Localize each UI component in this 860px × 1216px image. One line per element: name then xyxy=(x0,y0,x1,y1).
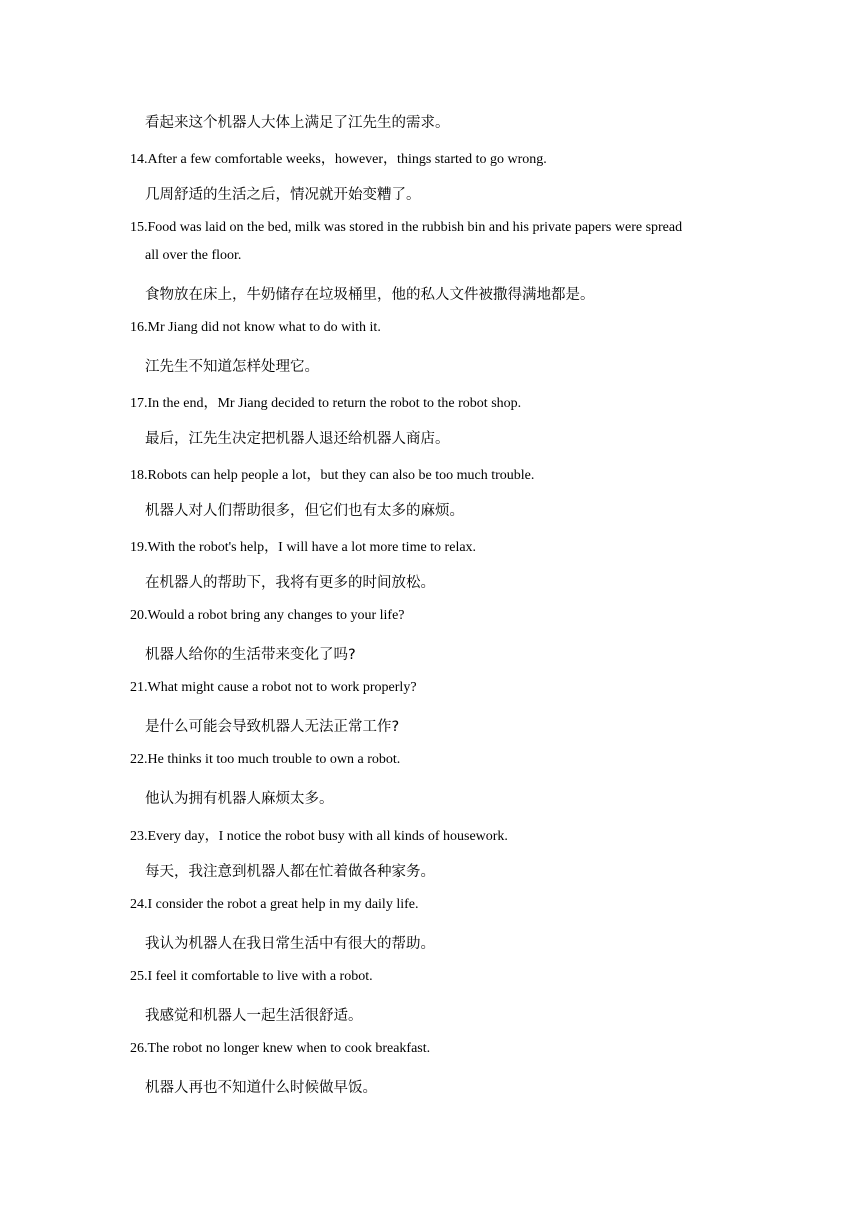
en-sentence-15-continued: all over the floor. xyxy=(145,248,242,263)
zh-translation-19: 在机器人的帮助下，我将有更多的时间放松。 xyxy=(145,575,435,591)
zh-translation-21: 是什么可能会导致机器人无法正常工作? xyxy=(145,719,400,735)
zh-translation-15: 食物放在床上，牛奶储存在垃圾桶里，他的私人文件被撒得满地都是。 xyxy=(145,287,595,303)
en-sentence-19: 19.With the robot's help，I will have a lot more time to relax. xyxy=(130,540,477,555)
en-sentence-20: 20.Would a robot bring any changes to your life? xyxy=(130,608,405,623)
zh-translation-17: 最后，江先生决定把机器人退还给机器人商店。 xyxy=(145,431,450,447)
zh-translation-13: 看起来这个机器人大体上满足了江先生的需求。 xyxy=(145,115,450,131)
en-sentence-17: 17.In the end，Mr Jiang decided to return the robot to the robot shop. xyxy=(130,396,522,411)
zh-translation-18: 机器人对人们帮助很多，但它们也有太多的麻烦。 xyxy=(145,503,464,519)
zh-translation-20: 机器人给你的生活带来变化了吗? xyxy=(145,647,356,663)
zh-translation-14: 几周舒适的生活之后，情况就开始变糟了。 xyxy=(145,187,421,203)
en-sentence-21: 21.What might cause a robot not to work properly? xyxy=(130,680,417,695)
en-sentence-23: 23.Every day，I notice the robot busy with all kinds of housework. xyxy=(130,829,508,844)
en-sentence-25: 25.I feel it comfortable to live with a robot. xyxy=(130,969,373,984)
en-sentence-26: 26.The robot no longer knew when to cook breakfast. xyxy=(130,1041,431,1056)
en-sentence-16: 16.Mr Jiang did not know what to do with it. xyxy=(130,320,381,335)
zh-translation-26: 机器人再也不知道什么时候做早饭。 xyxy=(145,1080,377,1096)
en-sentence-14: 14.After a few comfortable weeks，however，things started to go wrong. xyxy=(130,152,547,167)
zh-translation-23: 每天，我注意到机器人都在忙着做各种家务。 xyxy=(145,864,435,880)
zh-translation-25: 我感觉和机器人一起生活很舒适。 xyxy=(145,1008,363,1024)
en-sentence-18: 18.Robots can help people a lot，but they can also be too much trouble. xyxy=(130,468,535,483)
en-sentence-24: 24.I consider the robot a great help in my daily life. xyxy=(130,897,419,912)
zh-translation-22: 他认为拥有机器人麻烦太多。 xyxy=(145,791,334,807)
en-sentence-15: 15.Food was laid on the bed, milk was stored in the rubbish bin and his private papers were spread xyxy=(130,220,683,235)
en-sentence-22: 22.He thinks it too much trouble to own a robot. xyxy=(130,752,401,767)
zh-translation-16: 江先生不知道怎样处理它。 xyxy=(145,359,319,375)
zh-translation-24: 我认为机器人在我日常生活中有很大的帮助。 xyxy=(145,936,435,952)
